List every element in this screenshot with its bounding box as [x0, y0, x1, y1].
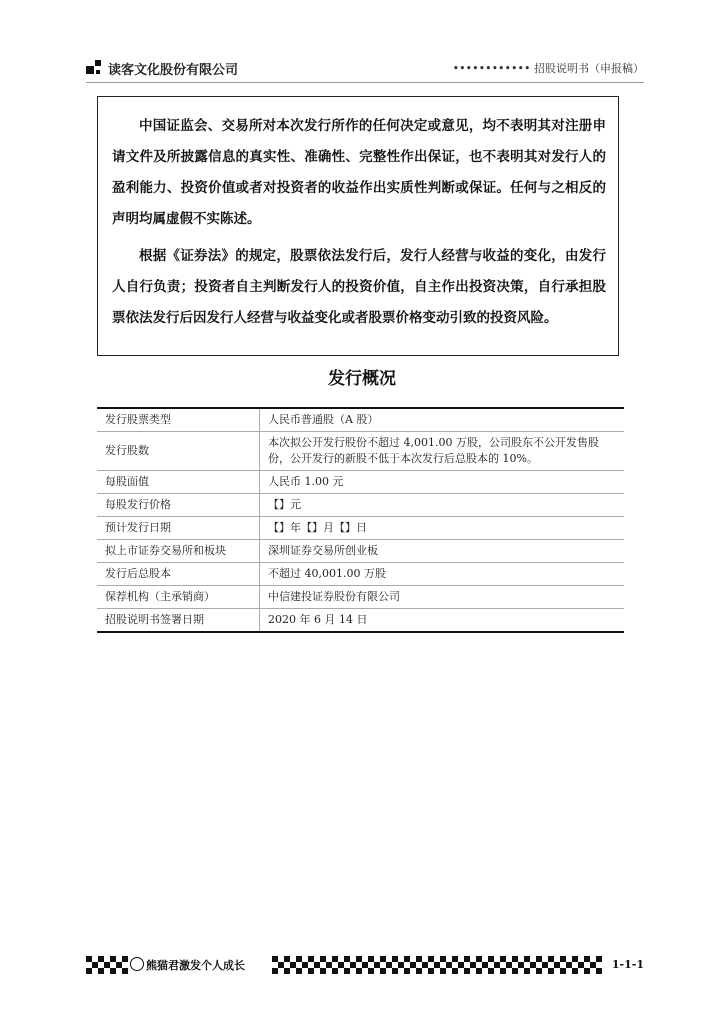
row-value: 【】元: [260, 494, 625, 517]
row-value: 本次拟公开发行股份不超过 4,001.00 万股，公司股东不公开发售股份，公开发行的新股不低于本次发行后总股本的 10%。: [260, 432, 625, 471]
row-value: 2020 年 6 月 14 日: [260, 609, 625, 633]
checker-pattern-right-icon: [272, 956, 602, 974]
row-label: 预计发行日期: [97, 517, 260, 540]
section-title: 发行概况: [328, 369, 396, 389]
row-label: 每股面值: [97, 471, 260, 494]
header-divider: [86, 82, 644, 83]
row-label: 拟上市证券交易所和板块: [97, 540, 260, 563]
notice-paragraph: 中国证监会、交易所对本次发行所作的任何决定或意见，均不表明其对注册申请文件及所披露信息的真实性、准确性、完整性作出保证，也不表明其对发行人的盈利能力、投资价值或者对投资者的收益作出实质性判断或保证。任何与之相反的声明均属虚假不实陈述。: [112, 118, 606, 227]
page-footer: [86, 954, 644, 978]
footer-slogan: 熊猫君激发个人成长: [146, 959, 245, 972]
table-row: [97, 408, 624, 432]
company-name: 读客文化股份有限公司: [108, 63, 239, 78]
page-number: 1-1-1: [611, 958, 644, 971]
table-row: [97, 494, 624, 517]
issuance-overview-table: [97, 407, 624, 633]
table-row: [97, 432, 624, 471]
document-type: •••••••••••• 招股说明书（申报稿）: [452, 62, 644, 75]
row-value: 人民币普通股（A 股）: [260, 408, 625, 432]
row-value: 深圳证券交易所创业板: [260, 540, 625, 563]
regulatory-notice-box: [97, 96, 619, 356]
row-label: 发行后总股本: [97, 563, 260, 586]
notice-paragraph: 根据《证券法》的规定，股票依法发行后，发行人经营与收益的变化，由发行人自行负责；投资者自主判断发行人的投资价值，自主作出投资决策，自行承担股票依法发行后因发行人经营与收益变化或者股票价格变动引致的投资风险。: [112, 248, 606, 326]
row-label: 保荐机构（主承销商）: [97, 586, 260, 609]
row-value: 中信建投证券股份有限公司: [260, 586, 625, 609]
table-row: [97, 540, 624, 563]
table-row: [97, 609, 624, 633]
row-label: 招股说明书签署日期: [97, 609, 260, 633]
row-value: 【】年【】月【】日: [260, 517, 625, 540]
checker-pattern-left-icon: [86, 956, 128, 974]
page-header: [86, 56, 644, 80]
row-value: 不超过 40,001.00 万股: [260, 563, 625, 586]
table-row: [97, 471, 624, 494]
panda-icon: [130, 957, 144, 971]
table-row: [97, 517, 624, 540]
table-row: [97, 586, 624, 609]
row-value: 人民币 1.00 元: [260, 471, 625, 494]
table-row: [97, 563, 624, 586]
company-logo-icon: [86, 60, 104, 76]
row-label: 每股发行价格: [97, 494, 260, 517]
row-label: 发行股票类型: [97, 408, 260, 432]
row-label: 发行股数: [97, 432, 260, 471]
